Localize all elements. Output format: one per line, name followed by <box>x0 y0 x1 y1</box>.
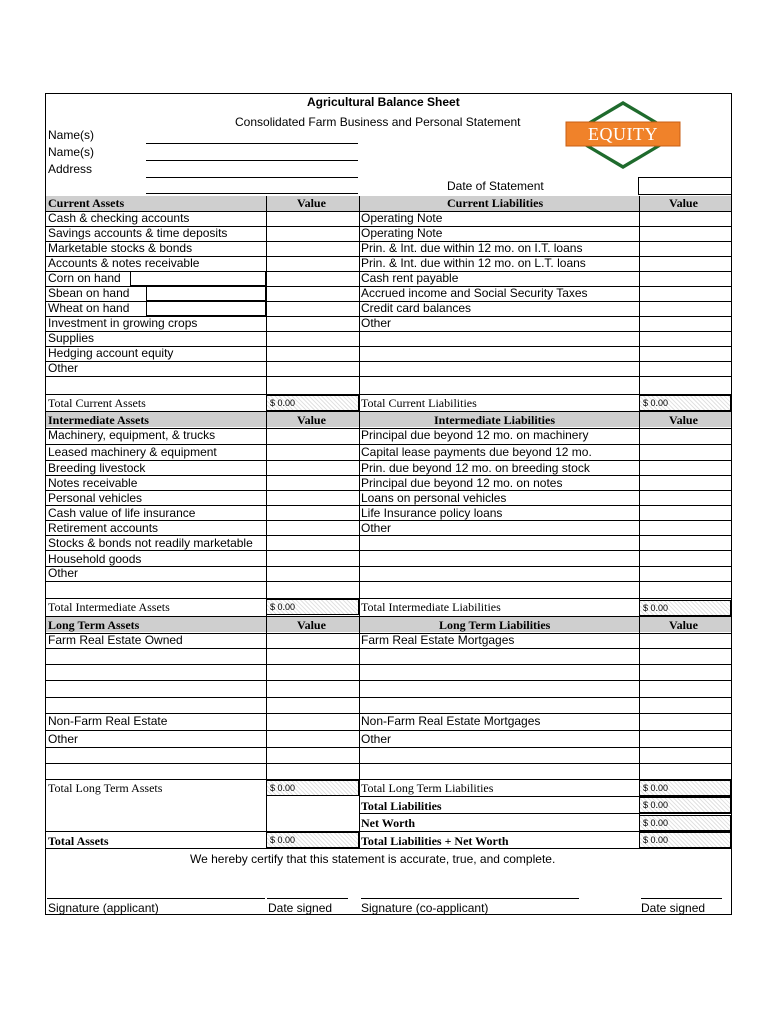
grid-hline <box>46 361 359 362</box>
grid-hline <box>46 411 731 412</box>
cl-item: Prin. & Int. due within 12 mo. on I.T. loans <box>361 241 583 255</box>
total-intermediate-liabilities-label: Total Intermediate Liabilities <box>361 600 501 614</box>
grid-hline <box>46 730 359 731</box>
name-field-2[interactable] <box>146 160 358 161</box>
il-item: Other <box>361 521 392 535</box>
page-title: Agricultural Balance Sheet <box>307 95 460 109</box>
date-signed-2-line[interactable] <box>641 898 722 899</box>
grid-hline <box>359 376 731 377</box>
grid-hline <box>46 550 359 551</box>
grid-hline <box>359 648 731 649</box>
grid-vline <box>639 196 640 848</box>
date-signed-2-label: Date signed <box>641 901 706 915</box>
current-section-header <box>46 196 731 211</box>
ia-item: Leased machinery & equipment <box>48 445 217 459</box>
ca-item: Other <box>48 361 79 375</box>
long-term-assets-value-label: Value <box>297 618 326 632</box>
total-long-term-liabilities-label: Total Long Term Liabilities <box>361 781 494 795</box>
equity-logo <box>564 100 682 170</box>
grid-hline <box>359 520 731 521</box>
name-field-1[interactable] <box>146 143 358 144</box>
grid-vline <box>266 196 267 848</box>
long-term-section-header <box>46 617 731 632</box>
il-item: Loans on personal vehicles <box>361 491 507 505</box>
address-field-2[interactable] <box>146 193 358 194</box>
address-field-1[interactable] <box>146 177 358 178</box>
current-liabilities-heading: Current Liabilities <box>447 196 544 210</box>
total-liabilities-value: $ 0.00 <box>639 797 731 813</box>
signature-coapplicant-line[interactable] <box>361 898 579 899</box>
logo-text: EQUITY <box>588 124 658 144</box>
grid-vline <box>731 177 732 196</box>
ltl-item-other: Other <box>361 732 392 746</box>
long-term-liabilities-value-label: Value <box>669 618 698 632</box>
ia-item: Stocks & bonds not readily marketable <box>48 536 253 550</box>
il-item: Prin. due beyond 12 mo. on breeding stock <box>361 461 590 475</box>
intermediate-assets-value-label: Value <box>297 413 326 427</box>
total-long-term-liabilities-value: $ 0.00 <box>639 780 731 796</box>
grid-hline <box>46 566 359 567</box>
grid-hline <box>46 697 359 698</box>
il-item: Principal due beyond 12 mo. on notes <box>361 476 563 490</box>
grid-hline <box>359 697 731 698</box>
date-of-statement-field[interactable] <box>638 177 732 195</box>
ltl-item-farm-mortgages: Farm Real Estate Mortgages <box>361 633 515 647</box>
il-item: Principal due beyond 12 mo. on machinery <box>361 428 589 442</box>
grid-hline <box>359 747 731 748</box>
cl-item: Operating Note <box>361 226 443 240</box>
corn-quantity-field[interactable] <box>130 271 266 286</box>
total-liabilities-net-worth-value: $ 0.00 <box>639 832 731 848</box>
total-assets-value: $ 0.00 <box>266 832 359 848</box>
ia-item: Other <box>48 566 79 580</box>
cl-item: Operating Note <box>361 211 443 225</box>
grid-hline <box>46 747 359 748</box>
grid-hline <box>46 616 731 617</box>
certification-statement: We hereby certify that this statement is accurate, true, and complete. <box>190 852 556 866</box>
cl-item: Other <box>361 316 392 330</box>
grid-hline <box>359 346 731 347</box>
lta-item-farm-real-estate: Farm Real Estate Owned <box>48 633 183 647</box>
intermediate-liabilities-heading: Intermediate Liabilities <box>434 413 555 427</box>
total-liabilities-net-worth-label: Total Liabilities + Net Worth <box>361 834 509 848</box>
ia-item: Cash value of life insurance <box>48 506 196 520</box>
ca-item: Corn on hand <box>48 271 121 285</box>
grid-hline <box>359 664 731 665</box>
ia-item: Retirement accounts <box>48 521 159 535</box>
date-of-statement-label: Date of Statement <box>447 179 544 193</box>
ca-item: Savings accounts & time deposits <box>48 226 228 240</box>
grid-hline <box>359 361 731 362</box>
ia-item: Breeding livestock <box>48 461 146 475</box>
ia-item: Machinery, equipment, & trucks <box>48 428 216 442</box>
ca-item: Supplies <box>48 331 95 345</box>
total-liabilities-label: Total Liabilities <box>361 799 442 813</box>
total-intermediate-assets-value: $ 0.00 <box>266 599 359 615</box>
lta-item-non-farm-real-estate: Non-Farm Real Estate <box>48 714 168 728</box>
total-current-assets-value: $ 0.00 <box>266 395 359 411</box>
grid-hline <box>359 331 731 332</box>
wheat-quantity-field[interactable] <box>146 301 266 316</box>
cl-item: Prin. & Int. due within 12 mo. on L.T. loans <box>361 256 586 270</box>
grid-hline <box>359 316 731 317</box>
ca-item: Hedging account equity <box>48 346 174 360</box>
grid-hline <box>359 550 731 551</box>
ia-item: Personal vehicles <box>48 491 143 505</box>
ca-item: Cash & checking accounts <box>48 211 190 225</box>
ca-item: Wheat on hand <box>48 301 130 315</box>
net-worth-value: $ 0.00 <box>639 815 731 831</box>
long-term-liabilities-heading: Long Term Liabilities <box>439 618 551 632</box>
total-current-assets-label: Total Current Assets <box>48 396 146 410</box>
address-label: Address <box>48 162 93 176</box>
lta-item-other: Other <box>48 732 79 746</box>
grid-hline <box>359 566 731 567</box>
il-item: Capital lease payments due beyond 12 mo. <box>361 445 592 459</box>
logo-small-text: THE <box>614 115 628 123</box>
signature-applicant-line[interactable] <box>47 898 265 899</box>
ca-item: Accounts & notes receivable <box>48 256 200 270</box>
cl-item: Cash rent payable <box>361 271 459 285</box>
grid-hline <box>46 664 359 665</box>
current-liabilities-value-label: Value <box>669 196 698 210</box>
grid-hline <box>359 763 731 764</box>
date-signed-1-line[interactable] <box>267 898 348 899</box>
total-current-liabilities-value: $ 0.00 <box>639 395 731 411</box>
date-signed-1-label: Date signed <box>268 901 333 915</box>
cl-item: Credit card balances <box>361 301 472 315</box>
total-long-term-assets-label: Total Long Term Assets <box>48 781 163 795</box>
il-item: Life Insurance policy loans <box>361 506 503 520</box>
signature-coapplicant-label: Signature (co-applicant) <box>361 901 489 915</box>
grid-hline <box>46 376 359 377</box>
ca-item: Marketable stocks & bonds <box>48 241 193 255</box>
grid-hline <box>359 680 731 681</box>
total-long-term-assets-value: $ 0.00 <box>266 780 359 796</box>
current-assets-value-label: Value <box>297 196 326 210</box>
grid-hline <box>46 680 359 681</box>
ltl-item-non-farm-mortgages: Non-Farm Real Estate Mortgages <box>361 714 541 728</box>
ca-item: Investment in growing crops <box>48 316 198 330</box>
total-current-liabilities-label: Total Current Liabilities <box>361 396 477 410</box>
name-label-1: Name(s) <box>48 128 95 142</box>
ia-item: Notes receivable <box>48 476 138 490</box>
grid-vline <box>359 196 360 848</box>
name-label-2: Name(s) <box>48 145 95 159</box>
ia-item: Household goods <box>48 552 142 566</box>
grid-hline <box>359 581 731 582</box>
total-assets-label: Total Assets <box>48 834 109 848</box>
grid-hline <box>359 535 731 536</box>
intermediate-liabilities-value-label: Value <box>669 413 698 427</box>
grid-hline <box>359 730 731 731</box>
intermediate-assets-heading: Intermediate Assets <box>48 413 149 427</box>
page-subtitle: Consolidated Farm Business and Personal Statement <box>235 115 521 129</box>
grid-hline <box>46 763 359 764</box>
total-intermediate-assets-label: Total Intermediate Assets <box>48 600 170 614</box>
cl-item: Accrued income and Social Security Taxes <box>361 286 588 300</box>
grid-hline <box>359 598 731 599</box>
grid-hline <box>46 648 359 649</box>
net-worth-label: Net Worth <box>361 816 416 830</box>
sbean-quantity-field[interactable] <box>146 286 266 301</box>
grid-hline <box>46 581 359 582</box>
long-term-assets-heading: Long Term Assets <box>48 618 140 632</box>
ca-item: Sbean on hand <box>48 286 130 300</box>
signature-applicant-label: Signature (applicant) <box>48 901 159 915</box>
current-assets-heading: Current Assets <box>48 196 125 210</box>
total-intermediate-liabilities-value: $ 0.00 <box>639 600 731 616</box>
